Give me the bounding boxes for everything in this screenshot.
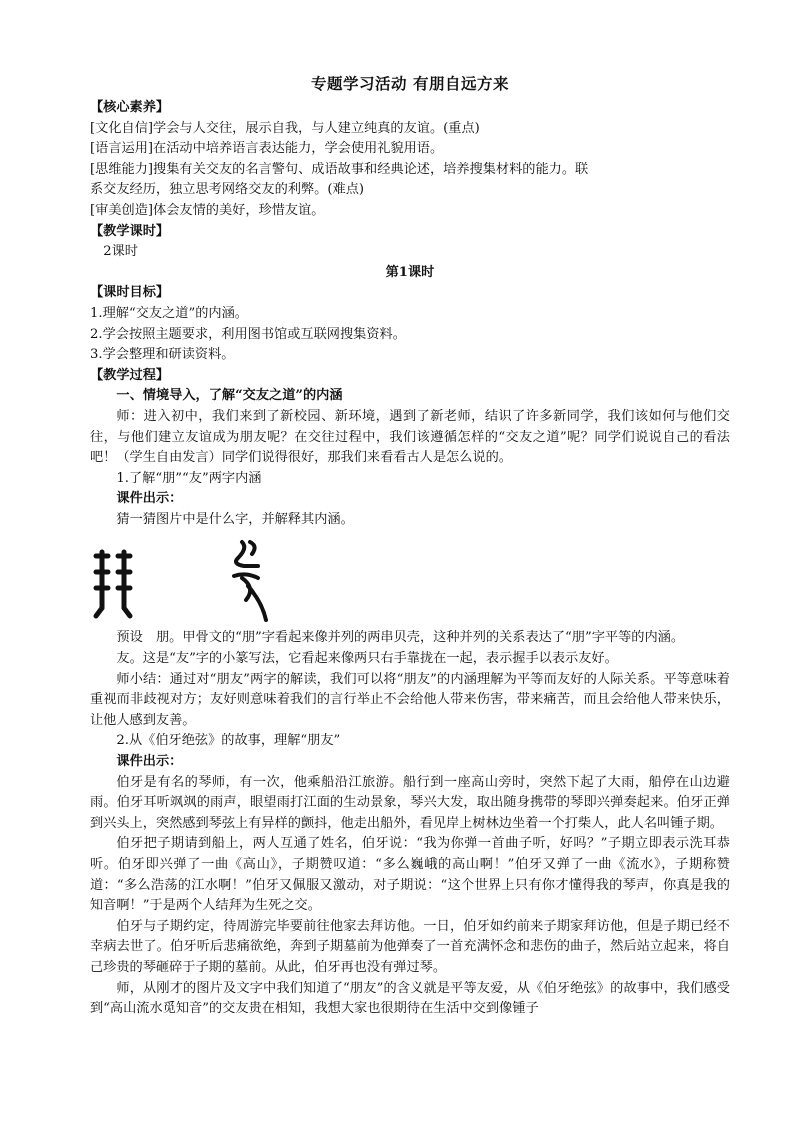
courseware-label-2: 课件出示： bbox=[116, 754, 183, 770]
core-item-thinking-cont: 系交友经历，独立思考网络交友的利弊。(难点) bbox=[90, 182, 365, 198]
section1-heading: 一、情境导入，了解“交友之道”的内涵 bbox=[116, 388, 343, 404]
seal-you-character-image bbox=[228, 536, 272, 624]
goal-item-3: 3.学会整理和研读资料。 bbox=[90, 347, 235, 363]
core-item-aesthetic: [审美创造]体会友情的美好，珍惜友谊。 bbox=[90, 202, 325, 218]
preset-paragraph: 预设 朋。甲骨文的“朋”字看起来像并列的两串贝壳，这种并列的关系表达了“朋”字平等的内涵。 bbox=[116, 630, 685, 646]
intro-paragraph: 师：进入初中，我们来到了新校园、新环境，遇到了新老师，结识了许多新同学，我们该如何与他们交往，与他们建立友谊成为朋友呢？在交往过程中，我们该遵循怎样的“交友之道”呢？同学们说说自己的看法吧！（学生自由发言）同学们说得很好，那我们来看看古人是怎么说的。 bbox=[90, 408, 730, 466]
core-item-language: [语言运用]在活动中培养语言表达能力，学会使用礼貌用语。 bbox=[90, 141, 444, 157]
core-heading: 【核心素养】 bbox=[90, 100, 170, 115]
process-heading: 【教学过程】 bbox=[90, 367, 170, 383]
closing-paragraph: 师，从刚才的图片及文字中我们知道了“朋友”的含义就是平等友爱，从《伯牙绝弦》的故事中，我们感受到“高山流水觅知音”的交友贵在相知，我想大家也很期待在生活中交到像锺子 bbox=[90, 980, 730, 1017]
hours-value: 2课时 bbox=[103, 244, 138, 260]
story-paragraph-1: 伯牙是有名的琴师，有一次，他乘船沿江旅游。船行到一座高山旁时，突然下起了大雨，船停在山边避雨。伯牙耳听飒飒的雨声，眼望雨打江面的生动景象，琴兴大发，取出随身携带的琴即兴弹奏起来。伯牙正弹到兴头上，突然感到琴弦上有异样的颤抖，他走出船外，看见岸上树林边坐着一个打柴人，此人名叫锺子期。 bbox=[90, 774, 730, 831]
hours-heading: 【教学课时】 bbox=[90, 223, 170, 239]
document-title: 专题学习活动 有朋自远方来 bbox=[311, 74, 509, 93]
goal-heading: 【课时目标】 bbox=[90, 285, 170, 301]
sub-heading-2: 2.从《伯牙绝弦》的故事，理解“朋友” bbox=[116, 733, 341, 749]
lesson-heading: 第1课时 bbox=[385, 264, 435, 280]
ancient-characters-figure bbox=[90, 534, 730, 626]
story-paragraph-2: 伯牙把子期请到船上，两人互通了姓名，伯牙说：“我为你弹一首曲子听，好吗？”子期立即表示洗耳恭听。伯牙即兴弹了一曲《高山》，子期赞叹道：“多么巍峨的高山啊！”伯牙又弹了一曲《流水》，子期称赞道：“多么浩荡的江水啊！”伯牙又佩服又激动，对子期说：“这个世界上只有你才懂得我的琴声，你真是我的知音啊！”于是两个人结拜为生死之交。 bbox=[90, 836, 730, 914]
document-body bbox=[90, 72, 730, 1020]
goal-item-1: 1.理解“交友之道”的内涵。 bbox=[90, 305, 248, 321]
oracle-peng-character-image bbox=[92, 548, 138, 620]
guess-prompt: 猜一猜图片中是什么字，并解释其内涵。 bbox=[116, 511, 354, 527]
story-paragraph-3: 伯牙与子期约定，待周游完毕要前往他家去拜访他。一日，伯牙如约前来子期家拜访他，但是子期已经不幸病去世了。伯牙听后悲痛欲绝，奔到子期墓前为他弹奏了一首充满怀念和悲伤的曲子，然后站立起来，将自己珍贵的琴砸碎于子期的墓前。从此，伯牙再也没有弹过琴。 bbox=[90, 918, 730, 975]
core-item-thinking: [思维能力]搜集有关交友的名言警句、成语故事和经典论述，培养搜集材料的能力。联 bbox=[90, 161, 589, 177]
courseware-label-1: 课件出示： bbox=[116, 491, 183, 507]
core-item-culture: [文化自信]学会与人交往，展示自我，与人建立纯真的友谊。(重点) bbox=[90, 120, 480, 136]
goal-item-2: 2.学会按照主题要求，利用图书馆或互联网搜集资料。 bbox=[90, 326, 406, 342]
sub-heading-1: 1.了解“朋”“友”两字内涵 bbox=[116, 470, 262, 486]
you-paragraph: 友。这是“友”字的小篆写法，它看起来像两只右手靠拢在一起，表示握手以表示友好。 bbox=[116, 651, 618, 667]
summary-paragraph: 师小结：通过对“朋友”两字的解读，我们可以将“朋友”的内涵理解为平等而友好的人际关系。平等意味着重视而非歧视对方；友好则意味着我们的言行举止不会给他人带来伤害，带来痛苦，而且会给他人带来快乐，让他人感到友善。 bbox=[90, 671, 730, 728]
